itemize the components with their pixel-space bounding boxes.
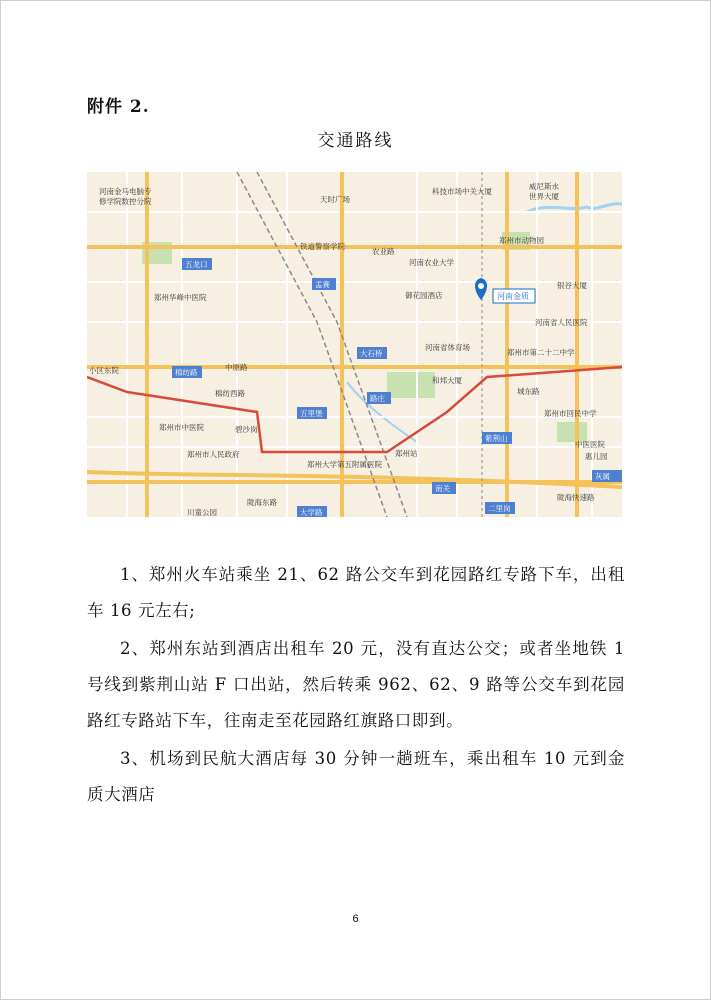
label-longhai: 陇海东路 (247, 498, 277, 507)
label-renmin-tiyu: 河南省体育场 (425, 343, 470, 352)
label-henan-nongye: 河南农业大学 (409, 258, 454, 267)
label-xiaoqu: 小区东院 (89, 366, 119, 375)
label-mianfang-west: 棉纺西路 (215, 389, 245, 398)
road-tag-mianfang-text: 棉纺路 (175, 368, 198, 377)
location-pin-dot (478, 283, 484, 289)
road-tag-wulongkou-text: 五龙口 (185, 260, 208, 269)
label-renmin-gov: 郑州市人民政府 (187, 450, 240, 459)
label-weini: 威尼斯水 (529, 182, 559, 191)
park-area (387, 372, 435, 398)
route-paragraph-3: 3、机场到民航大酒店每 30 分钟一趟班车，乘出租车 10 元到金质大酒店 (87, 748, 625, 804)
label-tiedao: 铁道警察学院 (300, 242, 345, 251)
label-chuanyuan: 川童公园 (187, 508, 217, 517)
road-tag-dashiqiao-text: 大石桥 (360, 349, 383, 358)
label-henan-jinniu: 河南金马电脑专 (99, 187, 152, 196)
road-tag-wulibao-text: 五里堡 (300, 409, 323, 418)
label-nongye-rd: 农业路 (372, 247, 395, 256)
label-zhengzhou-hosp: 郑州市中医院 (159, 423, 204, 432)
label-shijie: 世界大厦 (529, 192, 559, 201)
route-paragraph-2: 2、郑州东站到酒店出租车 20 元，没有直达公交；或者坐地铁 1 号线到紫荆山站 F 口出站，然后转乘 962、62、9 路等公交车到花园路红专路站下车，往南走至花园路红旗路口即到。 (87, 638, 625, 730)
label-east-middle: 郑州市回民中学 (544, 409, 597, 418)
label-dongda: 郑州大学第五附属医院 (307, 460, 382, 469)
park-area (557, 422, 587, 442)
label-keji-market: 科技市场中关大厦 (432, 187, 492, 196)
label-longhai-w: 陇海快速路 (557, 493, 595, 502)
label-guyuan-hotel: 御花园酒店 (405, 291, 443, 300)
page-number: 6 (352, 913, 359, 925)
label-zhengzhou-zoo: 郑州市动物园 (499, 236, 544, 245)
route-paragraph-1: 1、郑州火车站乘坐 21、62 路公交车到花园路红专路下车，出租车 16 元左右; (87, 564, 625, 620)
label-hebang: 和邦大厦 (432, 376, 462, 385)
label-huiren: 惠儿园 (585, 452, 608, 461)
route-map-svg (87, 172, 622, 517)
label-tianhuan: 天时广场 (320, 195, 350, 204)
label-zhongyuan-hospital: 中医医院 (575, 440, 605, 449)
page-title: 交通路线 (317, 131, 394, 151)
road-tag-lushui-text: 路庄 (370, 394, 385, 403)
road-tag-lanzhai-text: 灰属 (595, 472, 610, 481)
label-henan-renmin: 河南省人民医院 (535, 318, 588, 327)
label-henan-jinniu-2: 修学院数控分院 (99, 197, 152, 206)
road-tag-nanguan-text: 南关 (435, 484, 450, 493)
route-map (87, 172, 622, 517)
label-bishakou: 碧沙岗 (235, 425, 258, 434)
label-huafeng: 郑州华峰中医院 (154, 293, 207, 302)
label-yingu: 银谷大厦 (557, 281, 587, 290)
label-school22: 郑州市第二十二中学 (507, 348, 575, 357)
road-tag-erliyuan-text: 二里岗 (488, 504, 511, 513)
label-chengdong: 城东路 (517, 387, 540, 396)
label-zhongyuan-rd: 中原路 (225, 363, 248, 372)
attachment-label: 附件 2. (87, 97, 150, 117)
road-tag-mengsai-text: 孟赛 (315, 280, 330, 289)
hotel-marker-label: 河南金质 (497, 292, 529, 301)
road-tag-daxuelu-text: 大学路 (300, 508, 323, 517)
label-zhengzhou-station: 郑州站 (395, 449, 418, 458)
road-tag-zijingshan-text: 紫荆山 (485, 434, 508, 443)
